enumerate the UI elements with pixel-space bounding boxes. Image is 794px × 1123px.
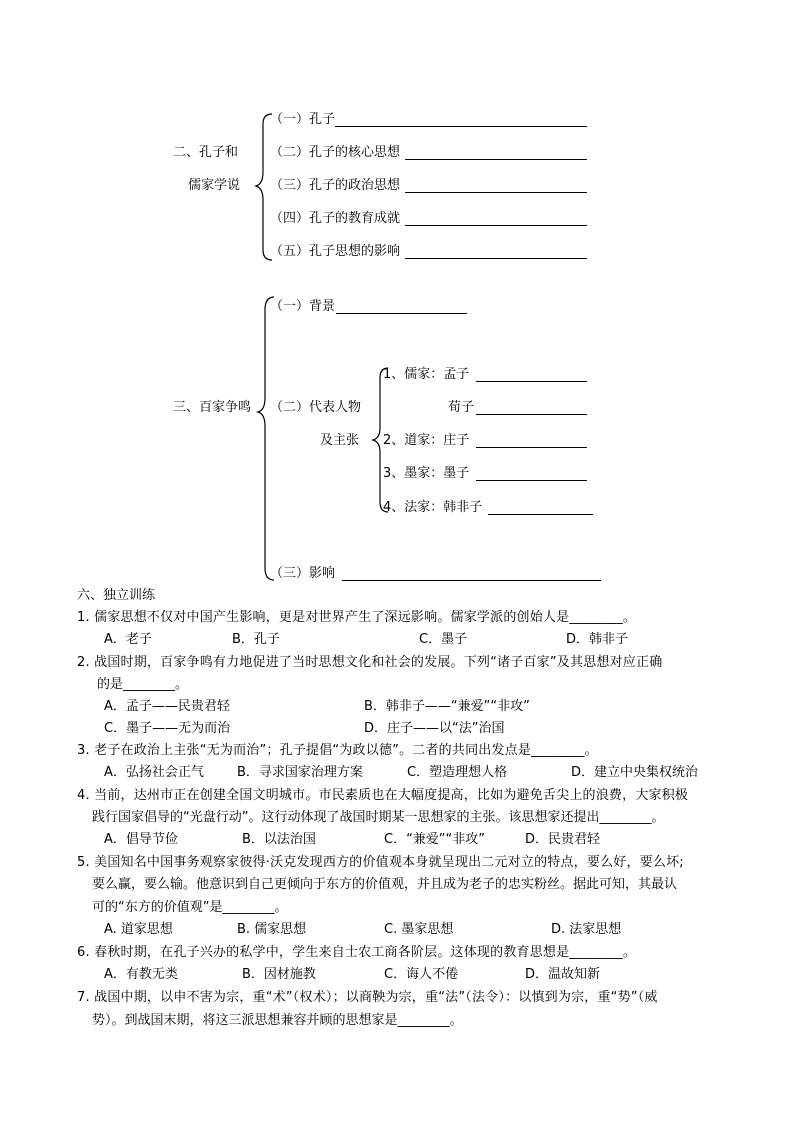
school-daoist-blank[interactable]: [476, 447, 587, 448]
section2-item-4: （四）孔子的教育成就: [270, 211, 401, 226]
q1-option-c[interactable]: C．墨子: [419, 632, 468, 647]
q2-option-c[interactable]: C．墨子——无为而治: [104, 721, 231, 736]
q7-stem-line1: 7. 战国中期，以申不害为宗，重“术”（权术）；以商鞅为宗，重“法”（法令）：以慎到为宗，重“势”（威: [77, 990, 658, 1005]
section3-blank-1[interactable]: [336, 313, 467, 314]
q6-stem: 6. 春秋时期，在孔子兴办的私学中，学生来自士农工商各阶层。这体现的教育思想是________。: [77, 945, 637, 960]
section2-item-3: （三）孔子的政治思想: [270, 178, 401, 193]
q5-stem-line1: 5. 美国知名中国事务观察家彼得·沃克发现西方的价值观本身就呈现出二元对立的特点，要么好，要么坏;: [77, 855, 684, 870]
q3-option-d[interactable]: D．建立中央集权统治: [571, 765, 699, 780]
q4-stem-line2: 践行国家倡导的“光盘行动”。这行动体现了战国时期某一思想家的主张。该思想家还提出________。: [92, 810, 665, 825]
q2-option-a[interactable]: A．孟子——民贵君轻: [104, 699, 230, 714]
q6-option-c[interactable]: C．诲人不倦: [384, 967, 459, 982]
q6-option-b[interactable]: B．因材施教: [242, 967, 316, 982]
q3-option-b[interactable]: B．寻求国家治理方案: [237, 765, 363, 780]
q7-stem-line2: 势）。到战国末期，将这三派思想兼容并顾的思想家是________。: [92, 1013, 463, 1028]
school-confucian-blank[interactable]: [476, 381, 587, 382]
q4-option-a[interactable]: A．倡导节俭: [104, 832, 178, 847]
q5-option-b[interactable]: B. 儒家思想: [237, 922, 307, 937]
section3-item-2-line2: 及主张: [320, 433, 360, 448]
q3-option-c[interactable]: C．塑造理想人格: [407, 765, 508, 780]
school-mohist-blank[interactable]: [476, 480, 587, 481]
section3-title: 三、百家争鸣: [173, 400, 252, 415]
q1-option-b[interactable]: B．孔子: [232, 632, 280, 647]
section2-item-5: （五）孔子思想的影响: [270, 244, 401, 259]
school-legalist: 4、法家：韩非子: [383, 500, 483, 515]
section3-item-2-line1: （二）代表人物: [270, 400, 362, 415]
q3-option-a[interactable]: A．弘扬社会正气: [104, 765, 204, 780]
school-confucian: 1、儒家：孟子: [383, 367, 470, 382]
q5-option-a[interactable]: A. 道家思想: [104, 922, 173, 937]
q2-option-d[interactable]: D．庄子——以“法”治国: [364, 721, 505, 736]
school-daoist: 2、道家：庄子: [383, 433, 470, 448]
q6-option-d[interactable]: D．温故知新: [525, 967, 601, 982]
q5-option-d[interactable]: D. 法家思想: [551, 922, 622, 937]
q3-stem: 3. 老子在政治上主张“无为而治”；孔子提倡“为政以德”。二者的共同出发点是________。: [77, 743, 598, 758]
q5-stem-line2: 要么赢，要么输。他意识到自己更倾向于东方的价值观，并且成为老子的忠实粉丝。据此可知，其最认: [92, 877, 678, 892]
exercises-heading: 六、独立训练: [77, 588, 156, 603]
school-legalist-blank[interactable]: [488, 514, 593, 515]
q4-option-c[interactable]: C．“兼爱”“非攻”: [384, 832, 486, 847]
q5-stem-line3: 可的“东方的价值观”是________。: [92, 900, 288, 915]
q1-stem: 1. 儒家思想不仅对中国产生影响，更是对世界产生了深远影响。儒家学派的创始人是________。: [77, 610, 637, 625]
q2-stem-line1: 2. 战国时期，百家争鸣有力地促进了当时思想文化和社会的发展。下列“诸子百家”及其思想对应正确: [77, 655, 663, 670]
q1-option-d[interactable]: D．韩非子: [566, 632, 629, 647]
q2-option-b[interactable]: B．韩非子——“兼爱”“非攻”: [364, 699, 530, 714]
section2-item-1: （一）孔子: [270, 112, 336, 127]
school-xunzi: 荀子: [448, 400, 475, 415]
q4-stem-line1: 4. 当前，达州市正在创建全国文明城市。市民素质也在大幅度提高，比如为避免舌尖上的浪费，大家积极: [77, 788, 689, 803]
section3-item-1: （一）背景: [270, 299, 336, 314]
section2-title-line2: 儒家学说: [188, 178, 241, 193]
school-xunzi-blank[interactable]: [476, 414, 587, 415]
section2-title-line1: 二、孔子和: [173, 145, 239, 160]
q2-stem-line2: 的是________。: [97, 677, 189, 692]
q1-option-a[interactable]: A．老子: [104, 632, 152, 647]
section3-blank-3[interactable]: [342, 580, 601, 581]
q5-option-c[interactable]: C. 墨家思想: [384, 922, 454, 937]
q6-option-a[interactable]: A．有教无类: [104, 967, 178, 982]
section3-item-3: （三）影响: [270, 566, 336, 581]
q4-option-b[interactable]: B．以法治国: [242, 832, 316, 847]
section2-item-2: （二）孔子的核心思想: [270, 145, 401, 160]
school-mohist: 3、墨家：墨子: [383, 466, 470, 481]
q4-option-d[interactable]: D．民贵君轻: [525, 832, 601, 847]
